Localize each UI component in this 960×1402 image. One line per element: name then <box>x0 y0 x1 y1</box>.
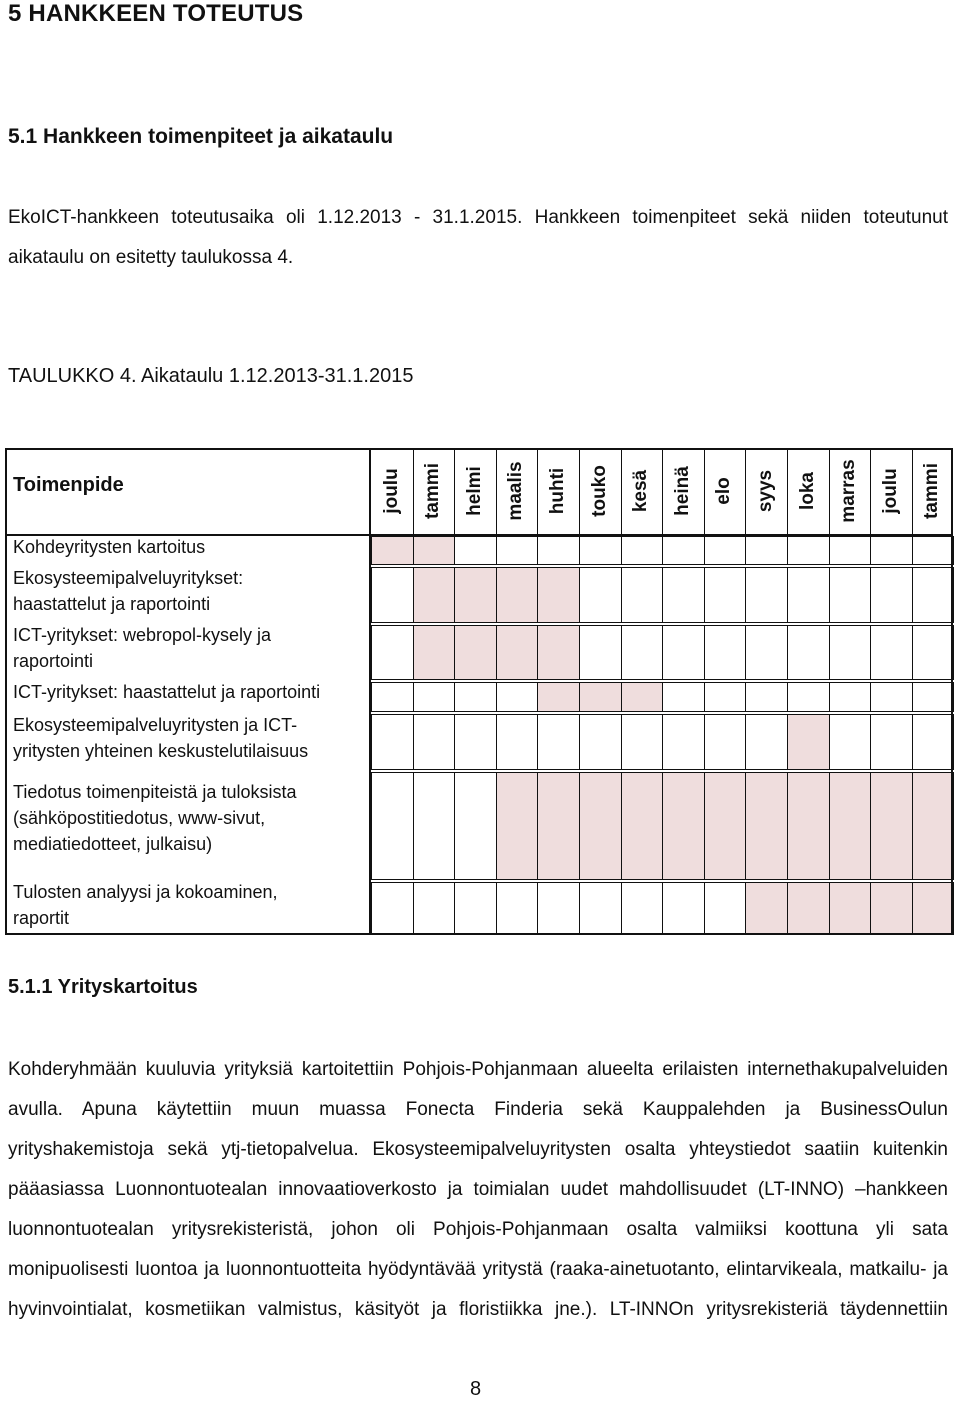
intro-paragraph <box>8 198 948 278</box>
month-label: helmi <box>463 465 485 516</box>
body-line: yrityshakemistoja sekä ytj-tietopalvelua. Ekosysteemipalveluyritysten osalta yhteystiedot saatiin kuitenkin <box>8 1139 948 1160</box>
task-label-line: raportointi <box>13 651 94 671</box>
task-label-line: ICT-yritykset: haastattelut ja raportointi <box>13 682 321 702</box>
month-label: joulu <box>879 467 901 514</box>
month-label: heinä <box>671 465 693 516</box>
month-label: touko <box>588 464 610 517</box>
month-label: marras <box>838 458 860 523</box>
month-label: tammi <box>422 462 444 519</box>
body-line: hyvinvointialat, kosmetiikan valmistus, käsityöt ja floristiikka jne.). LT-INNOn yritysrekisteriä täydennettiin <box>8 1299 948 1320</box>
body-paragraph <box>8 1050 948 1330</box>
table-caption: TAULUKKO 4. Aikataulu 1.12.2013-31.1.2015 <box>8 365 414 387</box>
body-line: avulla. Apuna käytettiin muun muassa Fonecta Finderia sekä Kauppalehden ja BusinessOulun <box>8 1099 948 1120</box>
header-column-divider <box>704 448 705 534</box>
task-label-line: Tiedotus toimenpiteistä ja tuloksista <box>13 782 297 802</box>
section-heading: 5 HANKKEEN TOTEUTUS <box>8 0 304 27</box>
body-line: pääasiassa Luonnontuotealan innovaatioverkosto ja toimialan uudet mahdollisuudet (LT-INNO) –hankkeen <box>8 1179 948 1200</box>
month-label: loka <box>796 471 818 510</box>
task-label-line: mediatiedotteet, julkaisu) <box>13 834 213 854</box>
header-column-divider <box>870 448 871 534</box>
month-label: syys <box>754 469 776 512</box>
month-label: joulu <box>380 467 402 514</box>
task-label-line: raportit <box>13 908 70 928</box>
month-label: huhti <box>546 467 568 514</box>
page-number: 8 <box>470 1378 482 1400</box>
month-label: tammi <box>921 462 943 519</box>
intro-line: EkoICT-hankkeen toteutusaika oli 1.12.2013 - 31.1.2015. Hankkeen toimenpiteet sekä niiden toteutunut <box>8 207 948 228</box>
header-column-divider <box>912 448 913 534</box>
header-column-divider <box>496 448 497 534</box>
header-column-divider <box>579 448 580 534</box>
task-label-line: Ekosysteemipalveluyritykset: <box>13 568 244 588</box>
header-column-divider <box>662 448 663 534</box>
header-column-divider <box>787 448 788 534</box>
task-label-line: (sähköpostitiedotus, www-sivut, <box>13 808 266 828</box>
month-label: elo <box>713 476 735 505</box>
task-label-line: Tulosten analyysi ja kokoaminen, <box>13 882 278 902</box>
header-column-divider <box>745 448 746 534</box>
month-label: maalis <box>505 460 527 521</box>
header-column-divider <box>413 448 414 534</box>
task-label-line: Ekosysteemipalveluyritysten ja ICT- <box>13 715 298 735</box>
header-column-divider <box>454 448 455 534</box>
body-line: monipuolisesti luontoa ja luonnontuotteita hyödyntävää yritystä (raaka-ainetuotanto, elintarvikeala, matkailu- ja <box>8 1259 948 1280</box>
header-column-divider <box>621 448 622 534</box>
table-border <box>5 448 953 935</box>
header-divider <box>5 534 953 536</box>
column-divider <box>369 448 371 935</box>
intro-line: aikataulu on esitetty taulukossa 4. <box>8 247 294 268</box>
body-line: luonnontuotealan yritysrekisteristä, johon oli Pohjois-Pohjanmaan osalta valmiiksi koottuna yli sata <box>8 1219 948 1240</box>
header-column-divider <box>829 448 830 534</box>
schedule-table <box>5 448 953 935</box>
task-label-line: ICT-yritykset: webropol-kysely ja <box>13 625 272 645</box>
task-label-line: Kohdeyritysten kartoitus <box>13 537 206 557</box>
subsection-heading: 5.1 Hankkeen toimenpiteet ja aikataulu <box>8 125 394 148</box>
table-header-label: Toimenpide <box>13 474 124 496</box>
task-label-line: yritysten yhteinen keskustelutilaisuus <box>13 741 309 761</box>
subsubsection-heading: 5.1.1 Yrityskartoitus <box>8 976 198 998</box>
header-column-divider <box>537 448 538 534</box>
body-line: Kohderyhmään kuuluvia yrityksiä kartoitettiin Pohjois-Pohjanmaan alueelta erilaisten internethakupalveluiden <box>8 1059 948 1080</box>
month-label: kesä <box>630 469 652 512</box>
task-label-line: haastattelut ja raportointi <box>13 594 211 614</box>
